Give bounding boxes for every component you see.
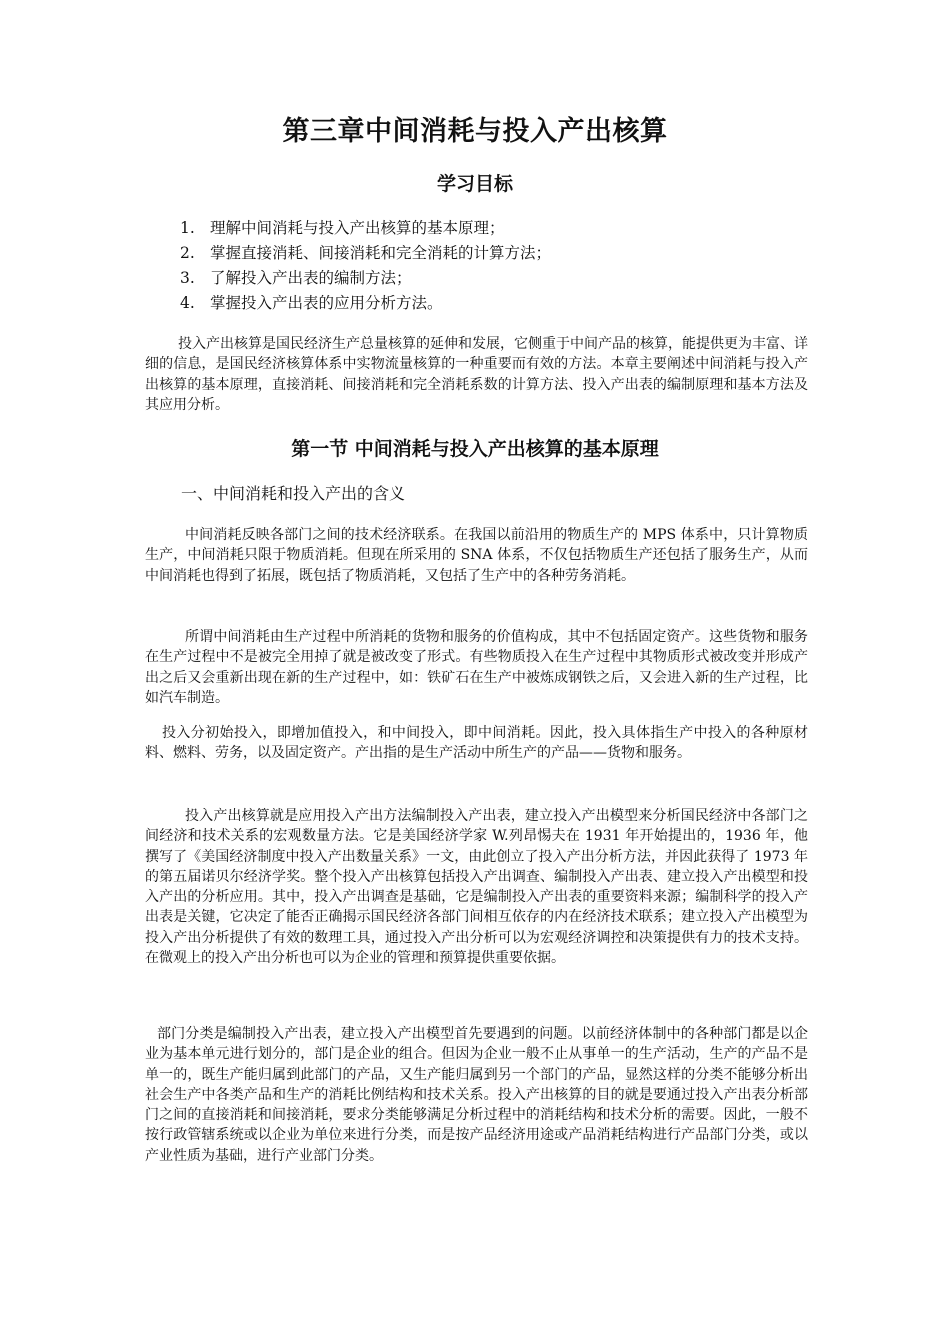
objective-text: 理解中间消耗与投入产出核算的基本原理； [210, 219, 505, 237]
objective-number: 4. [180, 294, 195, 312]
objective-item [180, 241, 820, 266]
objective-number: 1. [180, 219, 195, 237]
chapter-title: 第三章中间消耗与投入产出核算 [282, 116, 668, 147]
body-paragraph: 中间消耗反映各部门之间的技术经济联系。在我国以前沿用的物质生产的 MPS 体系中，只计算物质生产，中间消耗只限于物质消耗。但现在所采用的 SNA 体系，不仅包括物质生产还包括了服务生产，从而中间消耗也得到了拓展，既包括了物质消耗，又包括了生产中的各种劳务消耗。 [145, 527, 808, 584]
body-paragraph: 部门分类是编制投入产出表，建立投入产出模型首先要遇到的问题。以前经济体制中的各种部门都是以企业为基本单元进行划分的，部门是企业的组合。但因为企业一般不止从事单一的生产活动，生产的产品不是单一的，既生产能归属到此部门的产品，又生产能归属到另一个部门的产品，显然这样的分类不能够分析出社会生产中各类产品和生产的消耗比例结构和技术关系。投入产出核算的目的就是要通过投入产出表分析部门之间的直接消耗和间接消耗，要求分类能够满足分析过程中的消耗结构和技术分析的需要。因此，一般不按行政管辖系统或以企业为单位来进行分类，而是按产品经济用途或产品消耗结构进行产品部门分类，或以产业性质为基础，进行产业部门分类。 [145, 1026, 808, 1164]
subheading: 一、中间消耗和投入产出的含义 [181, 484, 406, 503]
objective-number: 3. [180, 269, 195, 287]
objective-text: 掌握投入产出表的应用分析方法。 [210, 294, 443, 312]
body-paragraph: 投入分初始投入，即增加值投入，和中间投入，即中间消耗。因此，投入具体指生产中投入的各种原材料、燃料、劳务，以及固定资产。产出指的是生产活动中所生产的产品——货物和服务。 [145, 725, 808, 762]
intro-paragraph: 投入产出核算是国民经济生产总量核算的延伸和发展，它侧重于中间产品的核算，能提供更为丰富、详细的信息，是国民经济核算体系中实物流量核算的一种重要而有效的方法。本章主要阐述中间消耗与投入产出核算的基本原理，直接消耗、间接消耗和完全消耗系数的计算方法、投入产出表的编制原理和基本方法及其应用分析。 [145, 336, 808, 413]
objective-number: 2. [180, 244, 195, 262]
section-title: 第一节 中间消耗与投入产出核算的基本原理 [291, 438, 659, 460]
objective-item [180, 216, 820, 241]
objective-text: 掌握直接消耗、间接消耗和完全消耗的计算方法； [210, 244, 552, 262]
body-paragraph: 投入产出核算就是应用投入产出方法编制投入产出表，建立投入产出模型来分析国民经济中各部门之间经济和技术关系的宏观数量方法。它是美国经济学家 W.列昂惕夫在 1931 年开始提出的，1936 年，他撰写了《美国经济制度中投入产出数量关系》一文，由此创立了投入产出分析方法，并因此获得了 1973 年的第五届诺贝尔经济学奖。整个投入产出核算包括投入产出调查、编制投入产出表、建立投入产出模型和投入产出的分析应用。其中，投入产出调查是基础，它是编制投入产出表的重要资料来源；编制科学的投入产出表是关键，它决定了能否正确揭示国民经济各部门间相互依存的内在经济技术联系；建立投入产出模型为投入产出分析提供了有效的数理工具，通过投入产出分析可以为宏观经济调控和决策提供有力的技术支持。在微观上的投入产出分析也可以为企业的管理和预算提供重要依据。 [145, 808, 808, 967]
learning-objectives-heading: 学习目标 [436, 173, 513, 195]
objective-item [180, 291, 820, 316]
body-paragraph: 所谓中间消耗由生产过程中所消耗的货物和服务的价值构成，其中不包括固定资产。这些货物和服务在生产过程中不是被完全用掉了就是被改变了形式。有些物质投入在生产过程中其物质形式被改变并形成产出之后又会重新出现在新的生产过程中，如：铁矿石在生产中被炼成钢铁之后，又会进入新的生产过程，比如汽车制造。 [145, 629, 808, 706]
objectives-list [180, 216, 820, 316]
objective-text: 了解投入产出表的编制方法； [210, 269, 412, 287]
objective-item [180, 266, 820, 291]
